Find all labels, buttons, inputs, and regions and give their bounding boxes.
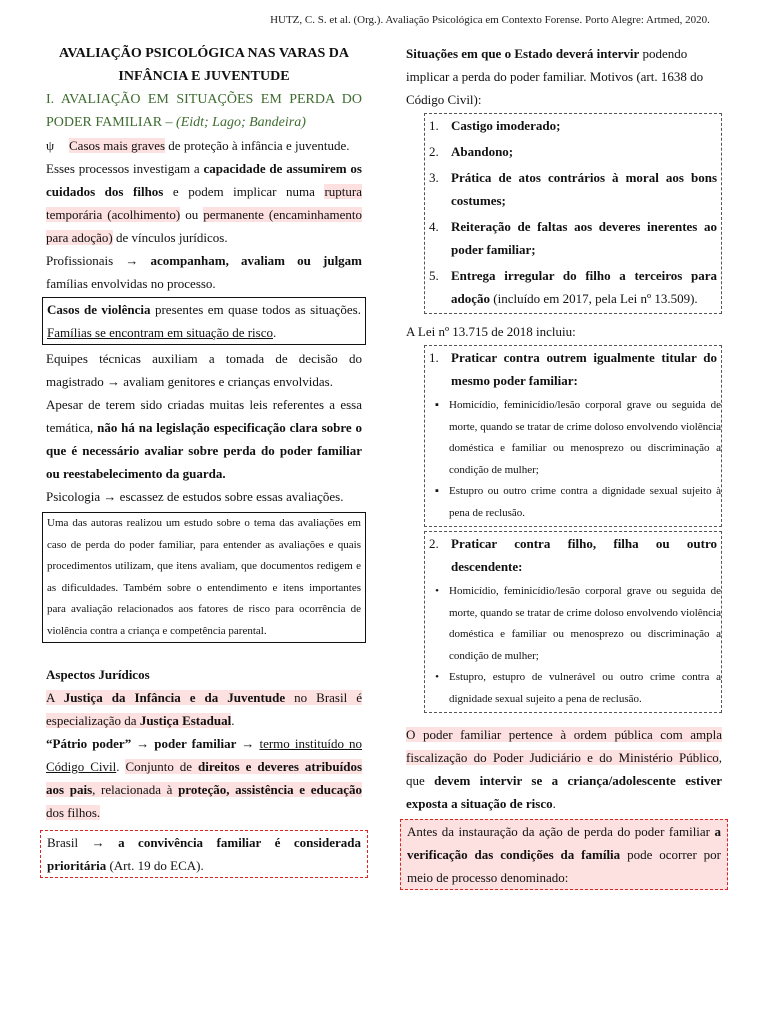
list-item: 1. Praticar contra outrem igualmente titular do mesmo poder familiar: bbox=[429, 350, 717, 388]
sub-item: • Homicídio, feminicídio/lesão corporal grave ou seguida de morte, quando se tratar de crime doloso envolvendo violência doméstica e familiar ou menosprezo ou discriminação a condição de mulher; bbox=[425, 581, 721, 667]
paragraph-psicologia: Psicologia → escassez de estudos sobre essas avaliações. bbox=[46, 489, 344, 504]
citation-header: HUTZ, C. S. et al. (Org.). Avaliação Psicológica em Contexto Forense. Porto Alegre: Artmed, 2020. bbox=[270, 14, 710, 26]
arrow-icon: → bbox=[136, 736, 150, 751]
sub-item: • Estupro, estupro de vulnerável ou outro crime contra a dignidade sexual sujeito a pena de reclusão. bbox=[425, 667, 721, 710]
study-box: Uma das autoras realizou um estudo sobre o tema das avaliações em caso de perda do poder familiar, para entender as avaliações e quais procedimentos utilizam, que itens avaliam, que documentos redigem e as dificuldades. Também sobre o entendimento e itens importantes para avaliação relacionados aos fatores de risco para ocorrência de violência contra a criança e competência parental. bbox=[42, 512, 366, 643]
arrow-icon: → bbox=[91, 835, 105, 850]
paragraph-justica: A Justiça da Infância e da Juventude no Brasil é especialização da Justiça Estadual. bbox=[46, 690, 363, 728]
psi-bullet-icon: ψ bbox=[46, 138, 55, 153]
paragraph-patrio-poder: “Pátrio poder” → poder familiar → termo instituído no Código Civil. Conjunto de direitos e deveres atribuídos aos pais, relacionada à proteção, assistência e educação dos filhos. bbox=[46, 736, 363, 820]
sub-item: ▪ Estupro ou outro crime contra a dignidade sexual sujeito à pena de reclusão. bbox=[425, 481, 721, 524]
final-box: Antes da instauração da ação de perda do poder familiar a verificação das condições da família pode ocorrer por meio de processo denominado: bbox=[400, 819, 728, 890]
square-bullet-icon: ▪ bbox=[435, 485, 439, 497]
aspectos-heading: Aspectos Jurídicos bbox=[46, 667, 150, 682]
dot-bullet-icon: • bbox=[435, 671, 439, 683]
list-item: 2. Abandono; bbox=[429, 144, 514, 159]
left-column bbox=[46, 42, 362, 878]
page-title: AVALIAÇÃO PSICOLÓGICA NAS VARAS DA INFÂNCIA E JUVENTUDE bbox=[59, 46, 349, 84]
violence-box: Casos de violência presentes em quase todos as situações. Famílias se encontram em situação de risco. bbox=[42, 297, 366, 345]
paragraph-profissionais: Profissionais → acompanham, avaliam ou julgam famílias envolvidas no processo. bbox=[46, 253, 363, 291]
list-item: 5. Entrega irregular do filho a terceiros para adoção (incluído em 2017, pela Lei nº 13.509). bbox=[429, 268, 717, 306]
arrow-icon: → bbox=[241, 736, 255, 751]
paragraph-legislacao: Apesar de terem sido criadas muitas leis referentes a essa temática, não há na legislação especificação clara sobre o que é necessário avaliar sobre perda do poder familiar ou reestabelecimento da guarda. bbox=[46, 397, 363, 481]
paragraph-situacoes: Situações em que o Estado deverá intervir podendo implicar a perda do poder familiar. Motivos (art. 1638 do Código Civil): bbox=[406, 46, 704, 107]
paragraph-processos: Esses processos investigam a capacidade de assumirem os cuidados dos filhos e podem implicar numa ruptura temporária (acolhimento) ou permanente (encaminhamento para adoção) de vínculos jurídicos. bbox=[46, 161, 362, 245]
arrow-icon: → bbox=[107, 374, 121, 389]
sub-item: ▪ Homicídio, feminicídio/lesão corporal grave ou seguida de morte, quando se tratar de crime doloso envolvendo violência doméstica e familiar ou menosprezo ou discriminação a condição de mulher; bbox=[425, 395, 721, 481]
section-heading: I. AVALIAÇÃO EM SITUAÇÕES EM PERDA DO PODER FAMILIAR – (Eidt; Lago; Bandeira) bbox=[46, 92, 362, 130]
paragraph-ordem-publica: O poder familiar pertence à ordem pública com ampla fiscalização do Poder Judiciário e do Ministério Público, que devem intervir se a criança/adolescente estiver exposta a situação de risco. bbox=[406, 727, 722, 811]
right-column bbox=[406, 42, 722, 890]
list-item: 4. Reiteração de faltas aos deveres inerentes ao poder familiar; bbox=[429, 219, 717, 257]
dot-bullet-icon: • bbox=[435, 585, 439, 597]
paragraph-equipes: Equipes técnicas auxiliam a tomada de decisão do magistrado → avaliam genitores e crianças envolvidas. bbox=[46, 351, 362, 389]
square-bullet-icon: ▪ bbox=[435, 399, 439, 411]
motivos-list bbox=[424, 113, 722, 314]
convivencia-box: Brasil → a convivência familiar é considerada prioritária (Art. 19 do ECA). bbox=[40, 830, 368, 878]
list-item: 1. Castigo imoderado; bbox=[429, 118, 561, 133]
list-item: 3. Prática de atos contrários à moral aos bons costumes; bbox=[429, 170, 717, 208]
arrow-icon: → bbox=[125, 253, 139, 268]
arrow-icon: → bbox=[103, 489, 117, 504]
lei-list-2 bbox=[424, 531, 722, 713]
bullet-item: ψ Casos mais graves de proteção à infância e juventude. bbox=[46, 134, 362, 157]
lei-list-1 bbox=[424, 345, 722, 527]
lei-intro: A Lei nº 13.715 de 2018 incluiu: bbox=[406, 324, 576, 339]
list-item: 2. Praticar contra filho, filha ou outro descendente: bbox=[429, 536, 717, 574]
